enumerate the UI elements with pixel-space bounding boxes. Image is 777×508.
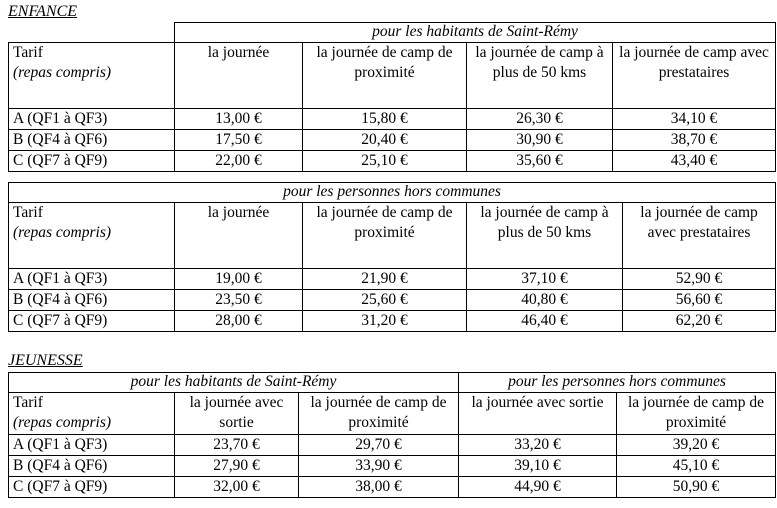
price-cell: 15,80 € <box>303 109 467 130</box>
tarif-header <box>9 43 175 109</box>
price-cell: 33,20 € <box>459 435 617 456</box>
price-cell: 19,00 € <box>175 269 303 290</box>
table-row <box>9 435 776 456</box>
tarif-label: Tarif <box>13 394 43 411</box>
table-row <box>9 130 776 151</box>
table-row <box>9 477 776 498</box>
section-title-jeunesse: JEUNESSE <box>8 352 83 369</box>
column-header: la journée de camp de proximité <box>299 393 459 435</box>
price-cell: 33,90 € <box>299 456 459 477</box>
price-cell: 22,00 € <box>175 151 303 172</box>
column-header: la journée avec sortie <box>459 393 617 435</box>
tarif-header <box>9 393 175 435</box>
price-cell: 23,70 € <box>175 435 299 456</box>
table-row <box>9 290 776 311</box>
enfance-non-residents-table <box>8 182 776 332</box>
enfance-residents-table <box>8 22 776 172</box>
tarif-label: Tarif <box>13 204 43 221</box>
enfance-residents-caption: pour les habitants de Saint-Rémy <box>175 23 776 43</box>
row-label: C (QF7 à QF9) <box>9 151 175 172</box>
price-cell: 45,10 € <box>617 456 776 477</box>
table-row <box>9 151 776 172</box>
price-cell: 46,40 € <box>467 311 623 332</box>
column-header: la journée de camp de proximité <box>303 43 467 109</box>
row-label: B (QF4 à QF6) <box>9 130 175 151</box>
price-cell: 39,20 € <box>617 435 776 456</box>
price-cell: 43,40 € <box>613 151 776 172</box>
price-cell: 30,90 € <box>467 130 613 151</box>
row-label: C (QF7 à QF9) <box>9 477 175 498</box>
price-cell: 34,10 € <box>613 109 776 130</box>
tarif-sub-label: (repas compris) <box>13 224 112 241</box>
row-label: B (QF4 à QF6) <box>9 290 175 311</box>
column-header: la journée de camp à plus de 50 kms <box>467 43 613 109</box>
jeunesse-table <box>8 372 776 498</box>
tarif-sub-label: (repas compris) <box>13 64 112 81</box>
column-header: la journée de camp avec prestataires <box>623 203 776 269</box>
price-cell: 31,20 € <box>303 311 467 332</box>
column-header: la journée de camp avec prestataires <box>613 43 776 109</box>
price-cell: 23,50 € <box>175 290 303 311</box>
column-header: la journée de camp de proximité <box>303 203 467 269</box>
price-cell: 25,60 € <box>303 290 467 311</box>
column-header: la journée <box>175 43 303 109</box>
tarif-sub-label: (repas compris) <box>13 414 112 431</box>
price-cell: 17,50 € <box>175 130 303 151</box>
price-cell: 27,90 € <box>175 456 299 477</box>
column-header: la journée de camp de proximité <box>617 393 776 435</box>
price-cell: 38,00 € <box>299 477 459 498</box>
column-header: la journée avec sortie <box>175 393 299 435</box>
row-label: C (QF7 à QF9) <box>9 311 175 332</box>
row-label: B (QF4 à QF6) <box>9 456 175 477</box>
price-cell: 28,00 € <box>175 311 303 332</box>
price-cell: 39,10 € <box>459 456 617 477</box>
section-title-enfance: ENFANCE <box>8 3 78 20</box>
row-label: A (QF1 à QF3) <box>9 109 175 130</box>
price-cell: 37,10 € <box>467 269 623 290</box>
price-cell: 32,00 € <box>175 477 299 498</box>
price-cell: 35,60 € <box>467 151 613 172</box>
price-cell: 62,20 € <box>623 311 776 332</box>
price-cell: 52,90 € <box>623 269 776 290</box>
jeunesse-non-residents-caption: pour les personnes hors communes <box>459 373 776 393</box>
price-cell: 21,90 € <box>303 269 467 290</box>
table-row <box>9 311 776 332</box>
price-cell: 56,60 € <box>623 290 776 311</box>
price-cell: 50,90 € <box>617 477 776 498</box>
price-cell: 25,10 € <box>303 151 467 172</box>
price-cell: 13,00 € <box>175 109 303 130</box>
column-header: la journée de camp à plus de 50 kms <box>467 203 623 269</box>
row-label: A (QF1 à QF3) <box>9 269 175 290</box>
column-header: la journée <box>175 203 303 269</box>
price-cell: 40,80 € <box>467 290 623 311</box>
row-label: A (QF1 à QF3) <box>9 435 175 456</box>
price-cell: 44,90 € <box>459 477 617 498</box>
tarif-label: Tarif <box>13 44 43 61</box>
table-row <box>9 269 776 290</box>
table-row <box>9 456 776 477</box>
jeunesse-residents-caption: pour les habitants de Saint-Rémy <box>9 373 459 393</box>
price-cell: 20,40 € <box>303 130 467 151</box>
price-cell: 26,30 € <box>467 109 613 130</box>
enfance-non-residents-caption: pour les personnes hors communes <box>9 183 776 203</box>
price-cell: 29,70 € <box>299 435 459 456</box>
price-cell: 38,70 € <box>613 130 776 151</box>
tarif-header <box>9 203 175 269</box>
table-row <box>9 109 776 130</box>
